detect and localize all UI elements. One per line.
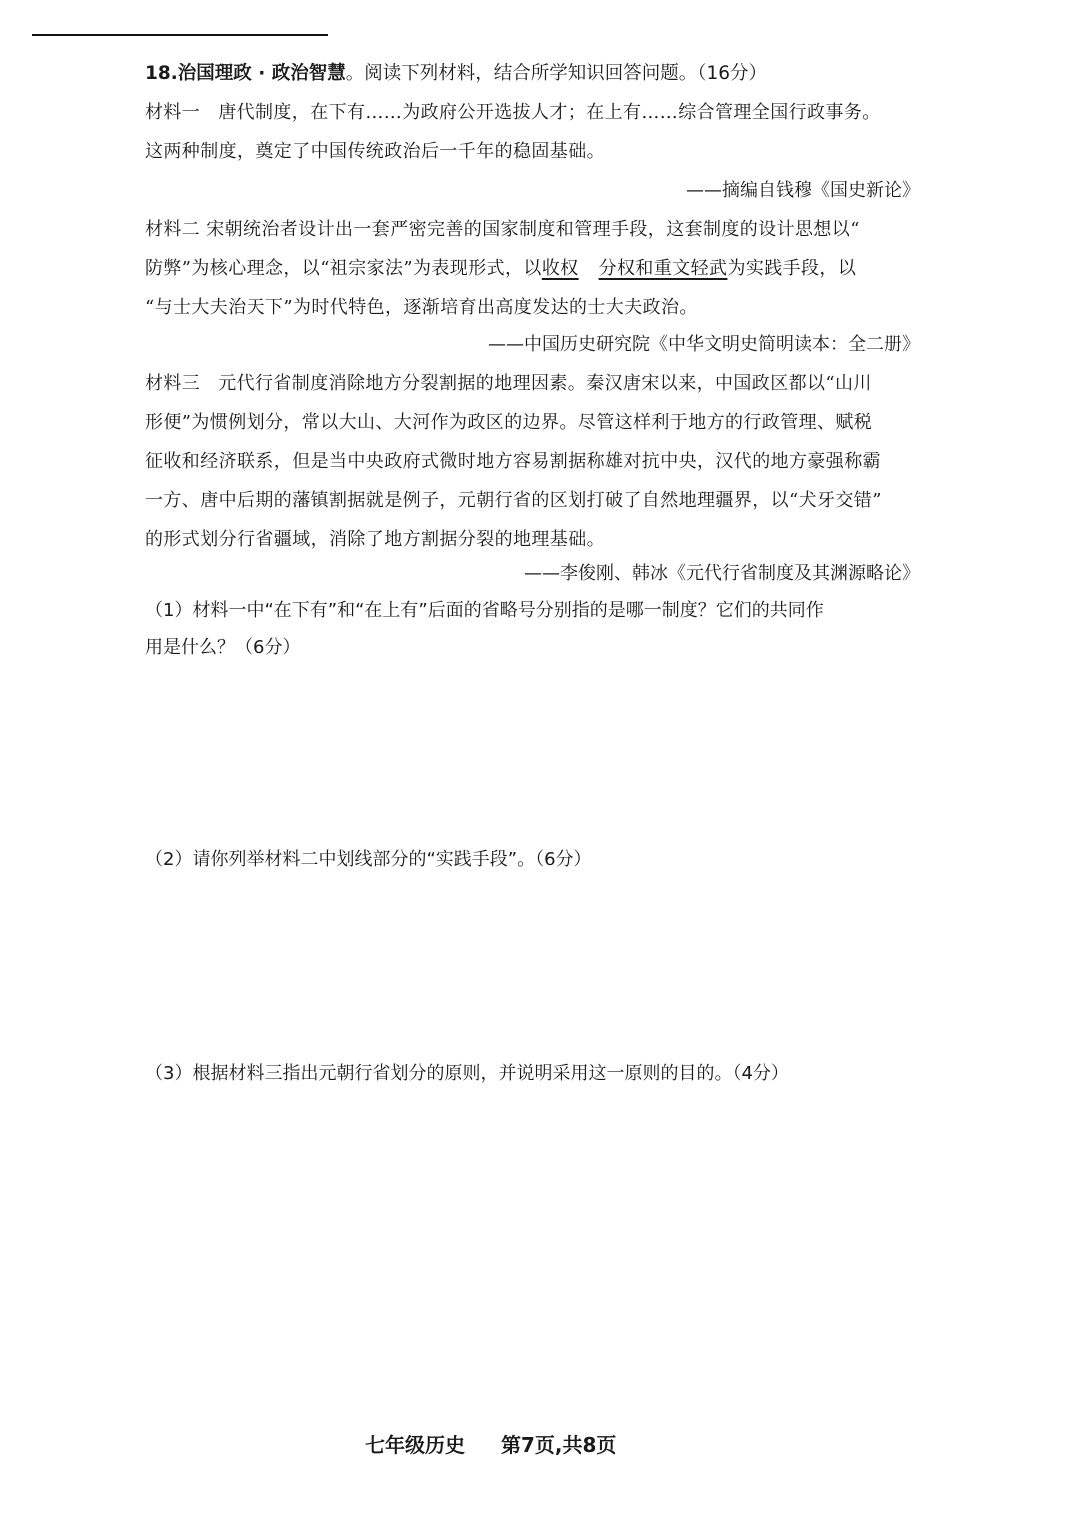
material2-line1 [145, 218, 860, 242]
material3-text1: 元代行省制度消除地方分裂割据的地理因素。秦汉唐宋以来，中国政区都以“山川 [218, 373, 872, 394]
material3-line1 [145, 372, 872, 396]
underline-shouquan: 收权 [541, 258, 579, 279]
material1-source: ——摘编自钱穆《国史新论》 [686, 180, 920, 201]
material2-source: ——中国历史研究院《中华文明史简明读本：全二册》 [488, 334, 920, 355]
material1-text1: 唐代制度，在下有……为政府公开选拔人才；在上有……综合管理全国行政事务。 [218, 102, 881, 123]
material3-source: ——李俊刚、韩冰《元代行省制度及其渊源略论》 [524, 563, 920, 584]
underline-fenquan: 分权和重文轻武 [598, 258, 728, 279]
sub-question-1-line2: 用是什么？（6分） [145, 637, 301, 658]
material3-line5: 的形式划分行省疆域，消除了地方割据分裂的地理基础。 [145, 529, 605, 550]
material2-line2 [145, 257, 856, 281]
question-number: 18. [145, 63, 178, 84]
material3-line3: 征收和经济联系，但是当中央政府式微时地方容易割据称雄对抗中央，汉代的地方豪强称霸 [145, 451, 881, 472]
page-footer [365, 1432, 616, 1458]
material1-line2: 这两种制度，奠定了中国传统政治后一千年的稳固基础。 [145, 141, 605, 162]
material1-line1 [145, 101, 881, 125]
top-rule [32, 34, 328, 36]
material2-text1: 宋朝统治者设计出一套严密完善的国家制度和管理手段，这套制度的设计思想以“ [206, 219, 860, 240]
material3-line2: 形便”为惯例划分，常以大山、大河作为政区的边界。尽管这样利于地方的行政管理、赋税 [145, 412, 873, 433]
question-heading [145, 62, 767, 86]
footer-subject: 七年级历史 [365, 1433, 465, 1457]
material2-line3: “与士大夫治天下”为时代特色，逐渐培育出高度发达的士大夫政治。 [145, 297, 698, 318]
material2-text2a: 防弊”为核心理念，以“祖宗家法”为表现形式，以 [145, 258, 542, 279]
material3-line4: 一方、唐中后期的藩镇割据就是例子，元朝行省的区划打破了自然地理疆界，以“犬牙交错” [145, 490, 882, 511]
material2-text2b: 为实践手段，以 [727, 258, 857, 279]
question-title: 治国理政 · 政治智慧 [177, 63, 346, 84]
question-instruction: 。阅读下列材料，结合所学知识回答问题。（16分） [345, 63, 767, 84]
sub-question-2: （2）请你列举材料二中划线部分的“实践手段”。（6分） [145, 849, 592, 870]
sub-question-1-line1: （1）材料一中“在下有”和“在上有”后面的省略号分别指的是哪一制度？它们的共同作 [145, 600, 824, 621]
footer-page-number: 第7页,共8页 [501, 1433, 617, 1457]
material2-label: 材料二 [145, 219, 201, 240]
material1-label: 材料一 [145, 102, 201, 123]
sub-question-3: （3）根据材料三指出元朝行省划分的原则，并说明采用这一原则的目的。（4分） [145, 1063, 789, 1084]
material3-label: 材料三 [145, 373, 201, 394]
